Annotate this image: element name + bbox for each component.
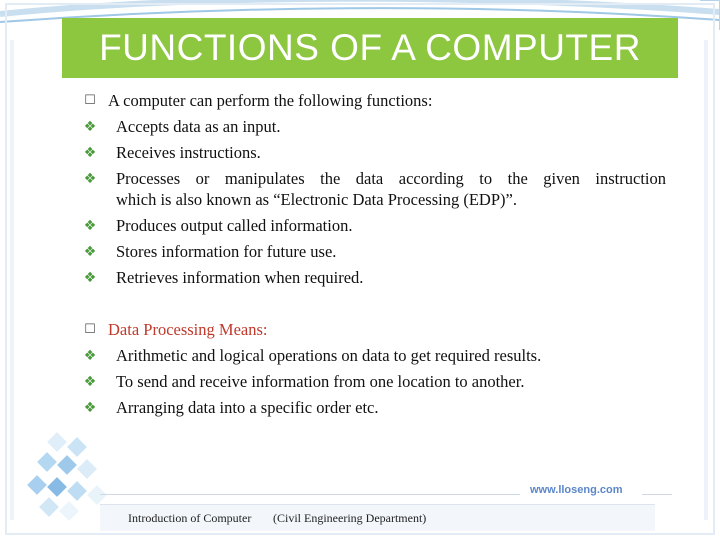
intro-line bbox=[86, 88, 666, 114]
title-bar bbox=[62, 18, 678, 78]
function-text: Produces output called information. bbox=[116, 216, 353, 235]
diamond-bullet-icon: ❖ bbox=[83, 145, 97, 161]
footer-bar bbox=[100, 504, 655, 531]
list-item-continuation bbox=[86, 187, 666, 213]
dp-item-text: Arithmetic and logical operations on data to get required results. bbox=[116, 346, 542, 365]
function-text: Processes or manipulates the data according to the given instruction bbox=[116, 169, 666, 188]
square-bullet-icon: ☐ bbox=[84, 322, 96, 337]
website-rule-left bbox=[100, 494, 520, 495]
list-item bbox=[83, 114, 666, 140]
function-text: Receives instructions. bbox=[116, 143, 261, 162]
function-text: which is also known as “Electronic Data Processing (EDP)”. bbox=[116, 190, 517, 209]
slide-title: FUNCTIONS OF A COMPUTER bbox=[99, 27, 641, 68]
footer-left: Introduction of Computer bbox=[128, 511, 252, 525]
function-text: Retrieves information when required. bbox=[116, 268, 364, 287]
dp-heading-line bbox=[86, 317, 666, 343]
diamond-bullet-icon: ❖ bbox=[83, 244, 97, 260]
function-text: Stores information for future use. bbox=[116, 242, 337, 261]
list-item bbox=[83, 369, 666, 395]
diamond-bullet-icon: ❖ bbox=[83, 119, 97, 135]
diamond-bullet-icon: ❖ bbox=[83, 171, 97, 187]
diamond-bullet-icon: ❖ bbox=[83, 270, 97, 286]
dp-item-text: Arranging data into a specific order etc. bbox=[116, 398, 379, 417]
function-text: Accepts data as an input. bbox=[116, 117, 281, 136]
dp-heading: Data Processing Means: bbox=[108, 320, 268, 339]
diamond-bullet-icon: ❖ bbox=[83, 218, 97, 234]
list-item bbox=[83, 265, 666, 291]
list-item bbox=[83, 395, 666, 421]
website-label: www.lloseng.com bbox=[530, 484, 623, 496]
intro-text: A computer can perform the following functions: bbox=[108, 91, 433, 110]
list-item bbox=[83, 239, 666, 265]
list-item bbox=[83, 140, 666, 166]
square-bullet-icon: ☐ bbox=[84, 93, 96, 108]
dp-item-text: To send and receive information from one location to another. bbox=[116, 372, 525, 391]
footer-right: (Civil Engineering Department) bbox=[273, 511, 427, 525]
diamond-bullet-icon: ❖ bbox=[83, 348, 97, 364]
list-item bbox=[83, 213, 666, 239]
diamond-bullet-icon: ❖ bbox=[83, 374, 97, 390]
website-rule-right bbox=[642, 494, 672, 495]
slide-content bbox=[83, 88, 666, 421]
list-item bbox=[83, 343, 666, 369]
diamond-bullet-icon: ❖ bbox=[83, 400, 97, 416]
